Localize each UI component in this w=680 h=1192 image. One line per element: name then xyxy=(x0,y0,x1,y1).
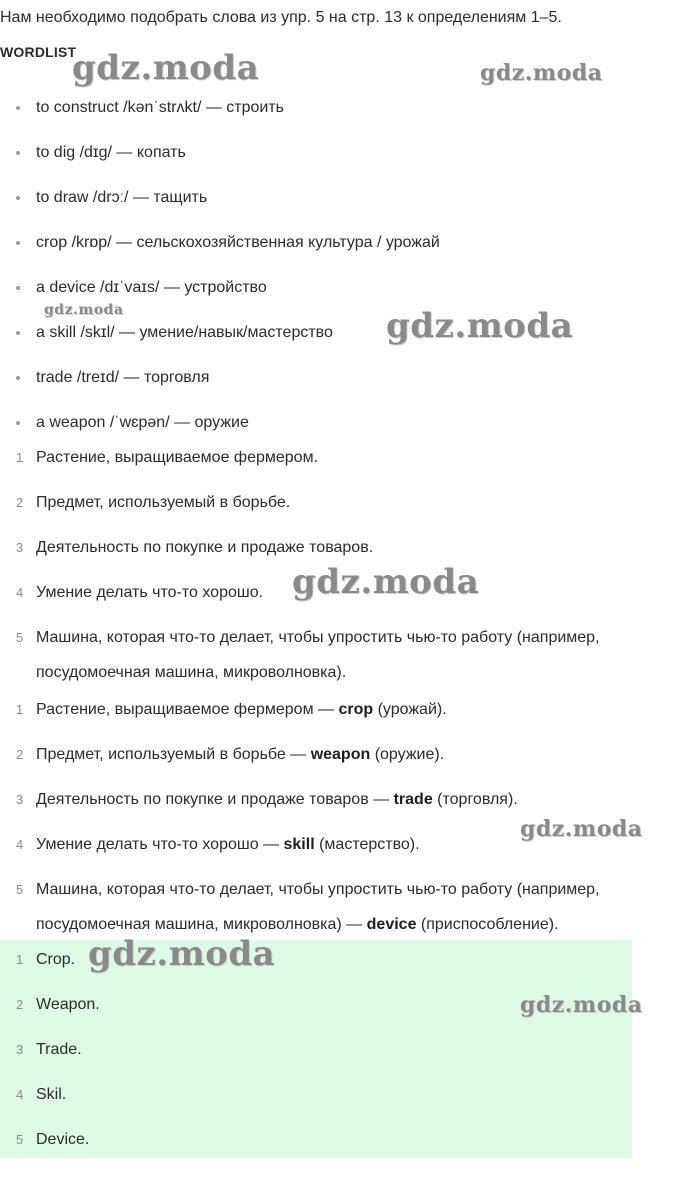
list-item xyxy=(0,180,680,225)
list-item xyxy=(0,225,680,270)
definition-text: Предмет, используемый в борьбе. xyxy=(36,494,291,511)
watermark-logo: gdz.moda xyxy=(386,306,574,346)
item-number: 1 xyxy=(16,450,24,465)
bullet-icon xyxy=(16,376,20,380)
answers-list xyxy=(0,942,632,1167)
watermark-logo: gdz.moda xyxy=(520,816,643,842)
word-entry: crop /krɒp/ — сельскохозяйственная культура / урожай xyxy=(36,234,440,251)
answer-word: weapon xyxy=(310,746,371,763)
word-entry: a skill /skɪl/ — умение/навык/мастерство xyxy=(36,324,333,341)
list-item xyxy=(0,620,680,700)
item-number: 5 xyxy=(16,630,24,645)
answer-word: trade xyxy=(393,791,433,808)
word-entry: to construct /kənˈstrʌkt/ — строить xyxy=(36,99,284,116)
answer-text: Crop. xyxy=(36,951,76,968)
answer-text: Device. xyxy=(36,1131,90,1148)
bullet-icon xyxy=(16,196,20,200)
list-item xyxy=(0,360,680,405)
translation-text: (торговля). xyxy=(432,791,518,808)
wordlist xyxy=(0,90,680,450)
watermark-logo: gdz.moda xyxy=(480,60,603,86)
list-item xyxy=(0,737,680,782)
watermark-logo: gdz.moda xyxy=(72,48,260,88)
item-number: 1 xyxy=(16,702,24,717)
word-entry: to dig /dɪɡ/ — копать xyxy=(36,144,186,161)
list-item xyxy=(0,1077,632,1122)
explanation-text: Растение, выращиваемое фермером — xyxy=(36,701,339,718)
item-number: 4 xyxy=(16,837,24,852)
item-number: 5 xyxy=(16,882,24,897)
list-item xyxy=(0,485,680,530)
wordlist-title: WORDLIST xyxy=(0,44,77,60)
definition-text: Растение, выращиваемое фермером. xyxy=(36,449,319,466)
explanation-text: Деятельность по покупке и продаже товаров — xyxy=(36,791,394,808)
item-number: 3 xyxy=(16,540,24,555)
answer-word: device xyxy=(366,916,417,933)
word-entry: a device /dɪˈvaɪs/ — устройство xyxy=(36,279,267,296)
translation-text: (урожай). xyxy=(373,701,447,718)
item-number: 3 xyxy=(16,792,24,807)
item-number: 2 xyxy=(16,747,24,762)
list-item xyxy=(0,315,680,360)
word-entry: a weapon /ˈwɛpən/ — оружие xyxy=(36,414,249,431)
list-item xyxy=(0,1122,632,1167)
bullet-icon xyxy=(16,241,20,245)
explanation-text: Предмет, используемый в борьбе — xyxy=(36,746,311,763)
item-number: 2 xyxy=(16,495,24,510)
translation-text: (мастерство). xyxy=(314,836,420,853)
watermark-logo: gdz.moda xyxy=(44,302,124,318)
answer-text: Trade. xyxy=(36,1041,82,1058)
list-item xyxy=(0,135,680,180)
word-entry: trade /treɪd/ — торговля xyxy=(36,369,210,386)
item-number: 2 xyxy=(16,997,24,1012)
explanation-text: Машина, которая что-то делает, чтобы упростить чью-то работу (например, посудомоечная машина, микроволновка) — xyxy=(36,881,600,933)
list-item xyxy=(0,440,680,485)
watermark-logo: gdz.moda xyxy=(292,562,480,602)
item-number: 5 xyxy=(16,1132,24,1147)
definition-text: Умение делать что-то хорошо. xyxy=(36,584,264,601)
bullet-icon xyxy=(16,151,20,155)
list-item xyxy=(0,692,680,737)
watermark-logo: gdz.moda xyxy=(88,934,276,974)
list-item xyxy=(0,1032,632,1077)
item-number: 4 xyxy=(16,1087,24,1102)
bullet-icon xyxy=(16,286,20,290)
intro-text: Нам необходимо подобрать слова из упр. 5 на стр. 13 к определениям 1–5. xyxy=(0,9,562,26)
item-number: 1 xyxy=(16,952,24,967)
translation-text: (приспособление). xyxy=(416,916,559,933)
translation-text: (оружие). xyxy=(370,746,445,763)
answer-text: Weapon. xyxy=(36,996,100,1013)
watermark-logo: gdz.moda xyxy=(520,992,643,1018)
item-number: 4 xyxy=(16,585,24,600)
answer-word: crop xyxy=(338,701,374,718)
bullet-icon xyxy=(16,331,20,335)
explanation-text: Умение делать что-то хорошо — xyxy=(36,836,284,853)
answer-text: Skil. xyxy=(36,1086,67,1103)
definition-text: Деятельность по покупке и продаже товаров. xyxy=(36,539,374,556)
list-item xyxy=(0,90,680,135)
word-entry: to draw /drɔː/ — тащить xyxy=(36,189,208,206)
bullet-icon xyxy=(16,421,20,425)
bullet-icon xyxy=(16,106,20,110)
item-number: 3 xyxy=(16,1042,24,1057)
definition-text: Машина, которая что-то делает, чтобы упростить чью-то работу (например, посудомоечная машина, микроволновка). xyxy=(36,629,600,681)
answer-word: skill xyxy=(283,836,315,853)
